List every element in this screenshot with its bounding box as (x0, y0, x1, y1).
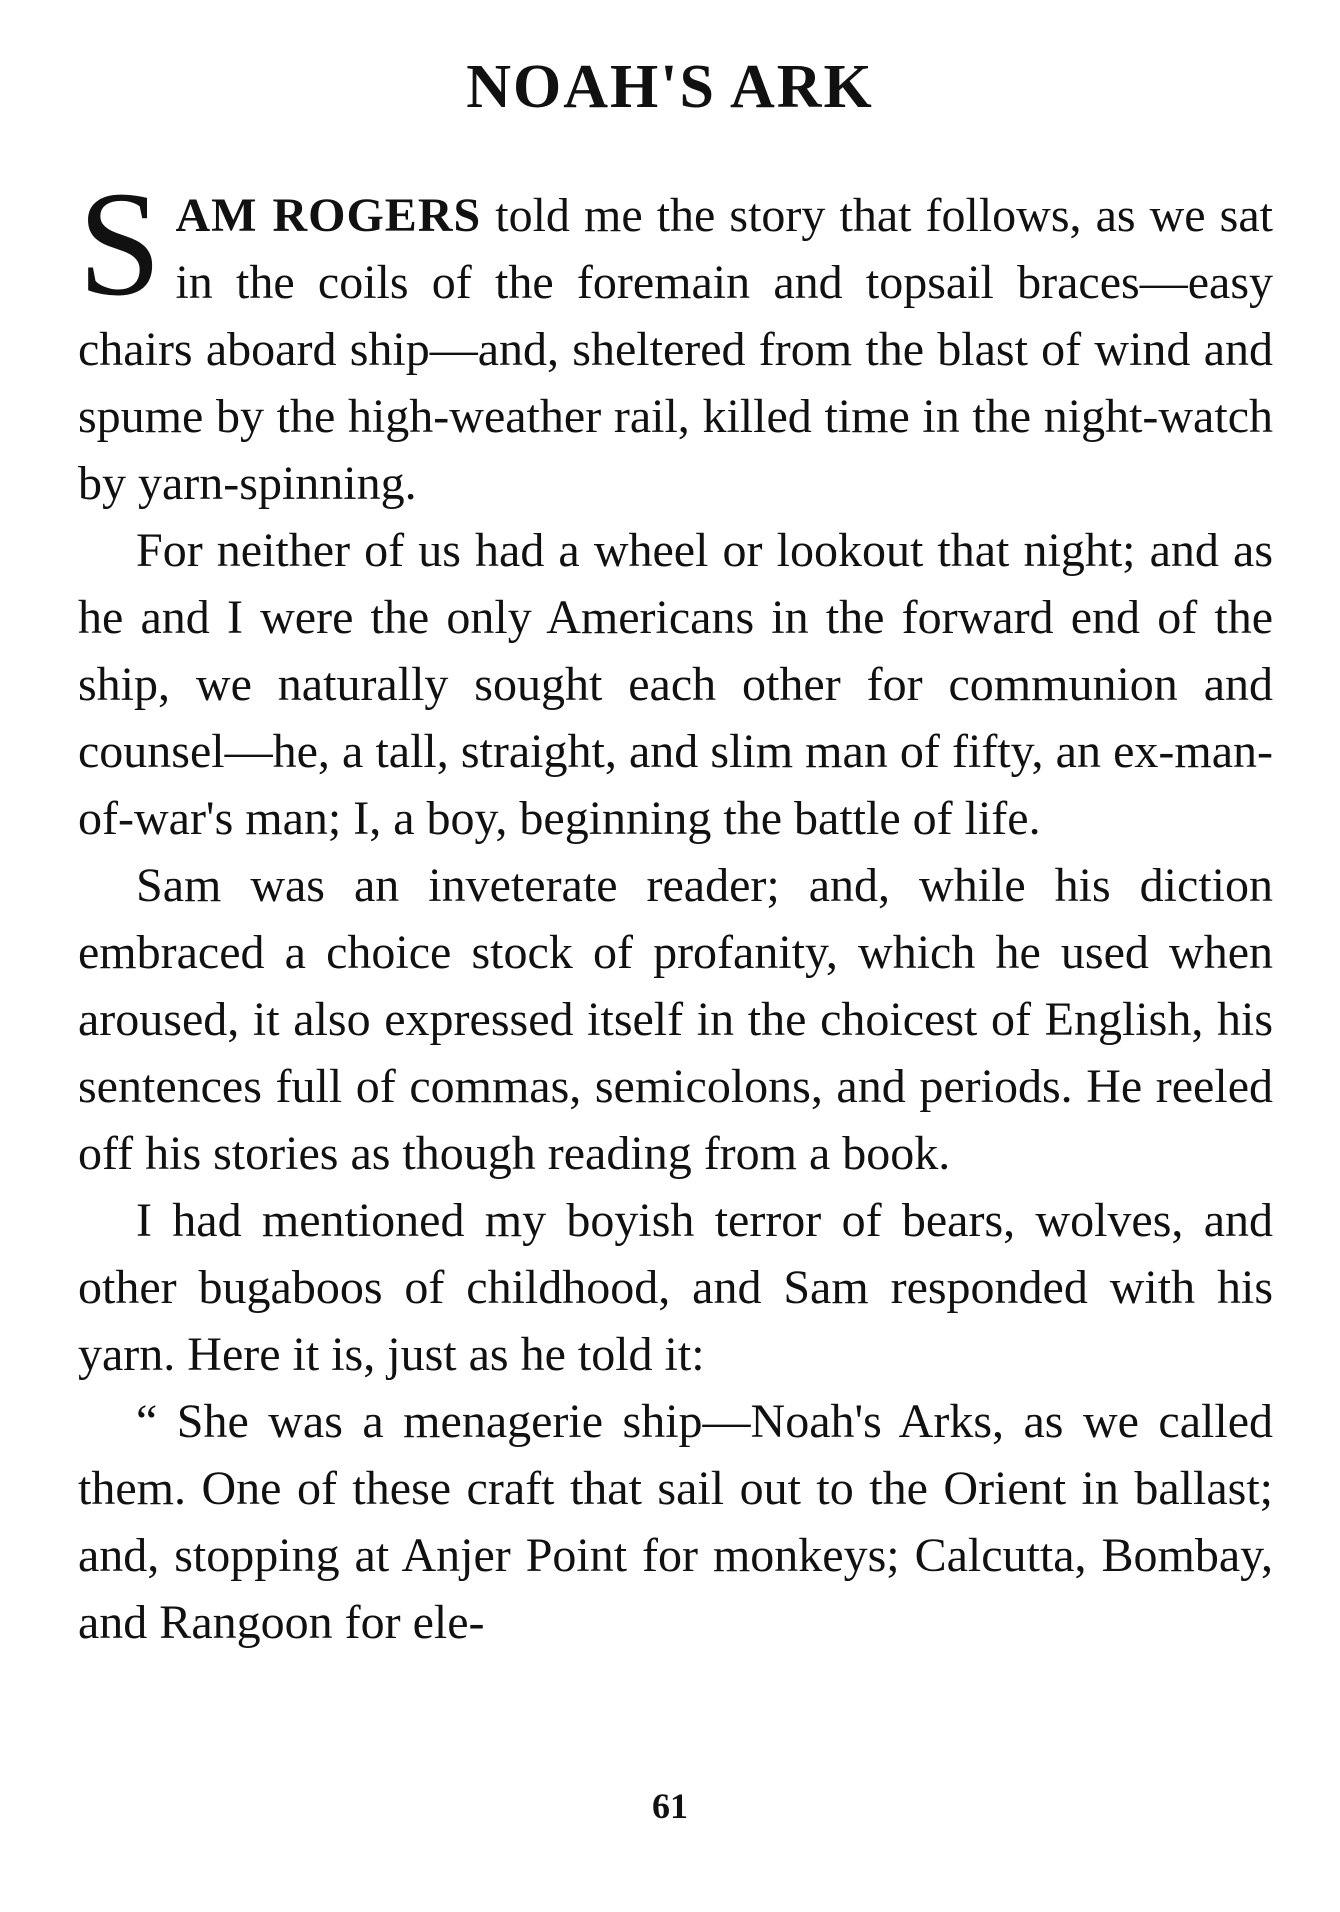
paragraph-3: Sam was an inveterate reader; and, while his diction embraced a choice stock of profanity, which he used when aroused, it also expressed itself in the choicest of English, his sentences full of commas, semicolons, and periods. He reeled off his stories as though reading from a book. (78, 859, 1273, 1180)
drop-cap: S (78, 161, 162, 327)
page-number: 61 (652, 1786, 688, 1826)
paragraph-4: I had mentioned my boyish terror of bears, wolves, and other bugaboos of childhood, and Sam responded with his yarn. Here it is, just as he told it: (78, 1194, 1273, 1381)
paragraph-1-text: told me the story that follows, as we sat in the coils of the foremain and topsail braces—easy chairs aboard ship—and, sheltered from the blast of wind and spume by the high-weather rail, killed time in the night-watch by yarn-spinning. (78, 189, 1273, 510)
paragraph-2: For neither of us had a wheel or lookout that night; and as he and I were the only Americans in the forward end of the ship, we naturally sought each other for communion and counsel—he, a tall, straight, and slim man of fifty, an ex-man-of-war's man; I, a boy, beginning the battle of life. (78, 524, 1273, 845)
chapter-title: NOAH'S ARK (466, 53, 874, 121)
paragraph-5: “ She was a menagerie ship—Noah's Arks, as we called them. One of these craft that sail out to the Orient in ballast; and, stopping at Anjer Point for monkeys; Calcutta, Bombay, and Rangoon for ele- (78, 1395, 1273, 1649)
lead-in-caps: AM ROGERS (175, 189, 482, 242)
paragraph-1 (78, 161, 1273, 517)
body-text (78, 161, 1273, 1656)
